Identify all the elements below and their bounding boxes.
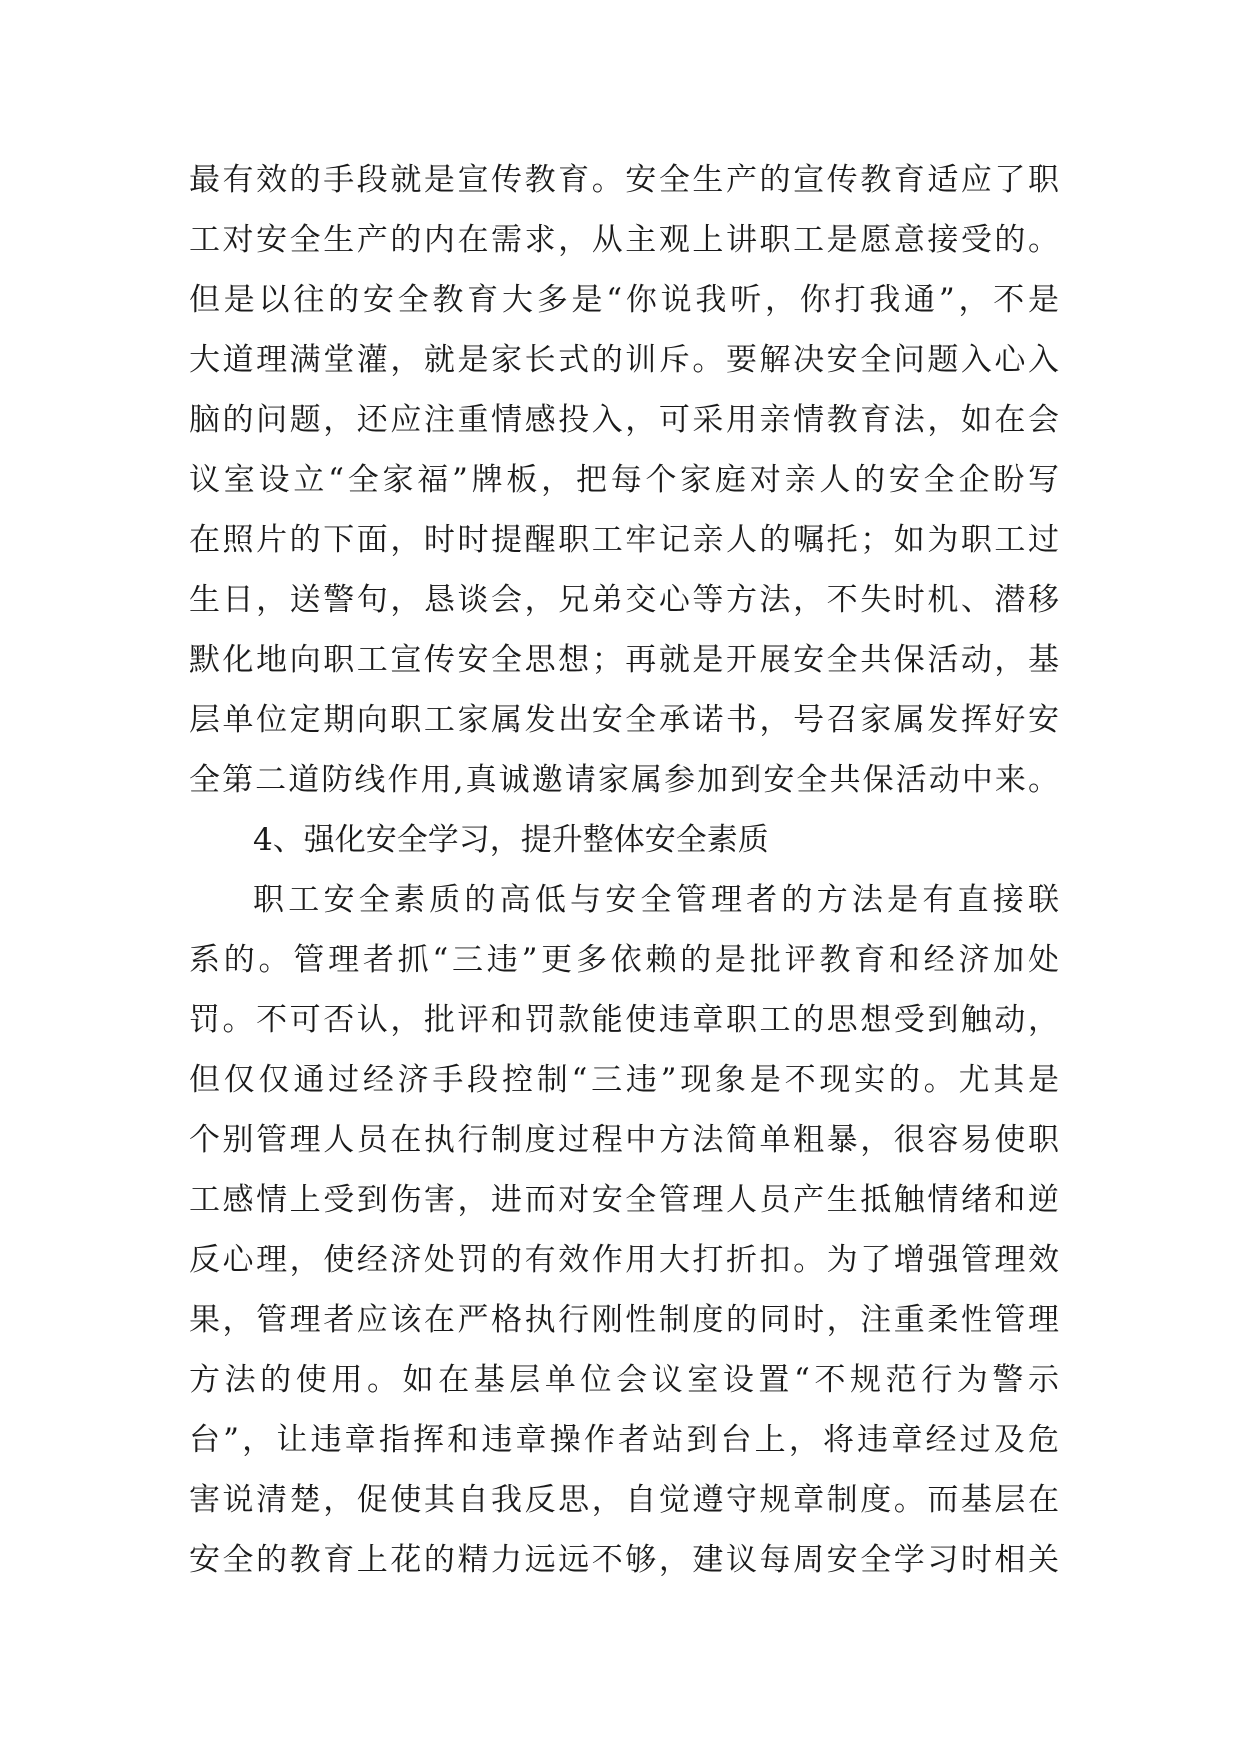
text-line: 方法的使用。如在基层单位会议室设置“不规范行为警示 [189,1362,1059,1398]
text-line: 工感情上受到伤害，进而对安全管理人员产生抵触情绪和逆 [189,1182,1059,1218]
text-line: 害说清楚，促使其自我反思，自觉遵守规章制度。而基层在 [189,1482,1059,1518]
text-line: 系的。管理者抓“三违”更多依赖的是批评教育和经济加处 [189,942,1059,978]
text-line: 议室设立“全家福”牌板，把每个家庭对亲人的安全企盼写 [189,462,1059,498]
text-line: 但是以往的安全教育大多是“你说我听，你打我通”，不是 [189,282,1059,318]
paragraph-first-line: 职工安全素质的高低与安全管理者的方法是有直接联 [253,882,1059,918]
text-line: 默化地向职工宣传安全思想；再就是开展安全共保活动，基 [189,642,1059,678]
text-line: 层单位定期向职工家属发出安全承诺书，号召家属发挥好安 [189,702,1059,738]
section-heading: 4、强化安全学习，提升整体安全素质 [253,822,769,858]
paragraph-end-line: 全第二道防线作用,真诚邀请家属参加到安全共保活动中来。 [189,762,1059,798]
text-line: 大道理满堂灌，就是家长式的训斥。要解决安全问题入心入 [189,342,1059,378]
text-line: 个别管理人员在执行制度过程中方法简单粗暴，很容易使职 [189,1122,1059,1158]
text-line: 生日，送警句，恳谈会，兄弟交心等方法，不失时机、潜移 [189,582,1059,618]
text-line: 台”，让违章指挥和违章操作者站到台上，将违章经过及危 [189,1422,1059,1458]
text-line: 反心理，使经济处罚的有效作用大打折扣。为了增强管理效 [189,1242,1059,1278]
text-line: 在照片的下面，时时提醒职工牢记亲人的嘱托；如为职工过 [189,522,1059,558]
text-line: 脑的问题，还应注重情感投入，可采用亲情教育法，如在会 [189,402,1059,438]
text-line: 安全的教育上花的精力远远不够，建议每周安全学习时相关 [189,1542,1059,1578]
text-line: 罚。不可否认，批评和罚款能使违章职工的思想受到触动， [189,1002,1059,1038]
text-line: 果，管理者应该在严格执行刚性制度的同时，注重柔性管理 [189,1302,1059,1338]
text-line: 工对安全生产的内在需求，从主观上讲职工是愿意接受的。 [189,222,1059,258]
text-line: 但仅仅通过经济手段控制“三违”现象是不现实的。尤其是 [189,1062,1059,1098]
text-line: 最有效的手段就是宣传教育。安全生产的宣传教育适应了职 [189,162,1059,198]
